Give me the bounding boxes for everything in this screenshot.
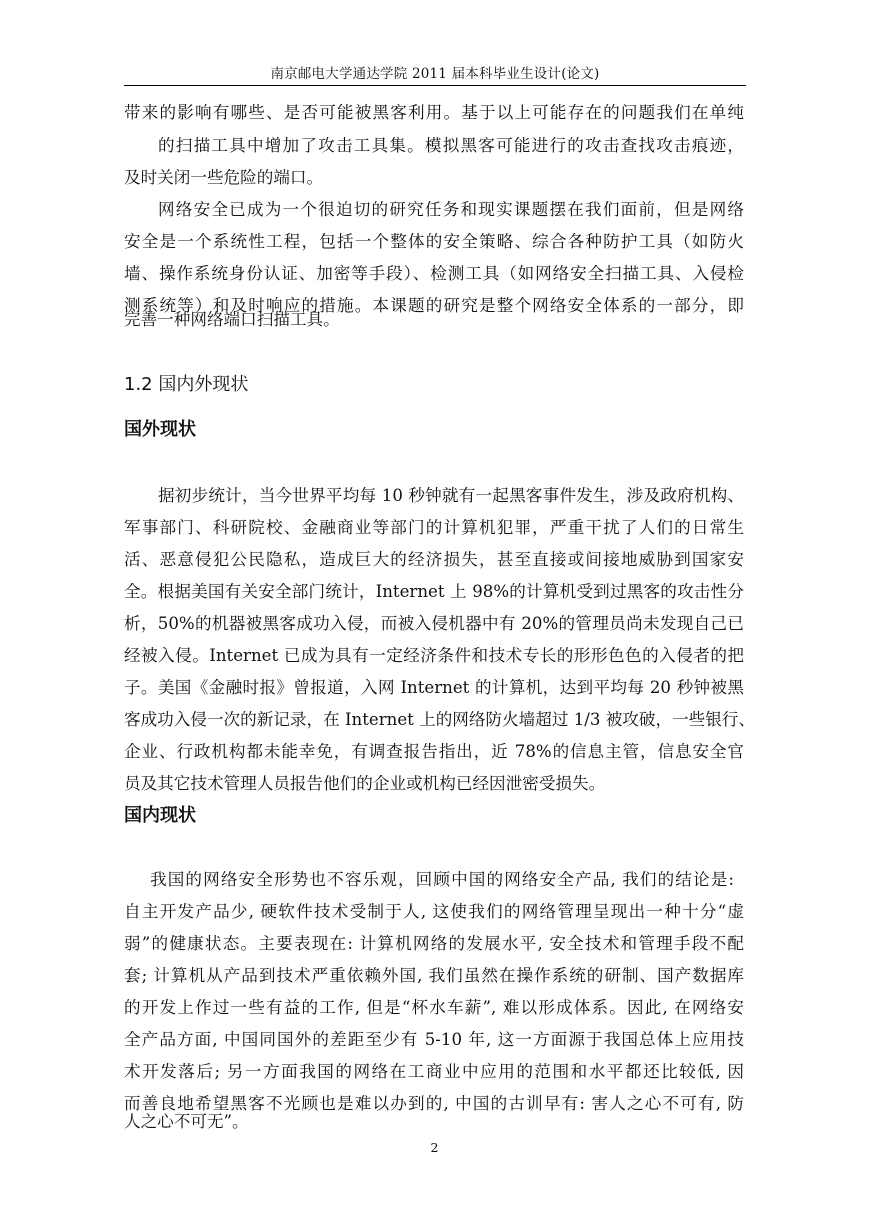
intro-line: 安全是一个系统性工程，包括一个整体的安全策略、综合各种防护工具（如防火 (124, 232, 744, 251)
domestic-line: 我国的网络安全形势也不容乐观，回顾中国的网络安全产品, 我们的结论是: (150, 870, 734, 889)
foreign-line: 客成功入侵一次的新记录，在 Internet 上的网络防火墙超过 1/3 被攻破，一些银行、 (124, 710, 756, 729)
foreign-line: 析，50%的机器被黑客成功入侵，而被入侵机器中有 20%的管理员尚未发现自己已 (124, 614, 744, 633)
domestic-line: 全产品方面, 中国同国外的差距至少有 5-10 年, 这一方面源于我国总体上应用技 (124, 1030, 744, 1049)
header-rule (124, 85, 746, 86)
foreign-line: 员及其它技术管理人员报告他们的企业或机构已经因泄密受损失。 (124, 774, 606, 793)
foreign-line: 活、恶意侵犯公民隐私，造成巨大的经济损失，甚至直接或间接地威胁到国家安 (124, 550, 744, 569)
header-title: 南京邮电大学通达学院 2011 届本科毕业生设计(论文) (270, 66, 600, 82)
intro-line: 完善一种网络端口扫描工具。 (124, 310, 340, 329)
domestic-line: 而善良地希望黑客不光顾也是难以办到的, 中国的古训早有: 害人之心不可有, 防 (124, 1094, 744, 1113)
intro-line: 网络安全已成为一个很迫切的研究任务和现实课题摆在我们面前，但是网络 (158, 200, 744, 219)
foreign-line: 全。根据美国有关安全部门统计，Internet 上 98%的计算机受到过黑客的攻击性分 (124, 582, 744, 601)
foreign-line: 企业、行政机构都未能幸免，有调查报告指出，近 78%的信息主管，信息安全官 (124, 742, 744, 761)
intro-line: 的扫描工具中增加了攻击工具集。模拟黑客可能进行的攻击查找攻击痕迹， (158, 136, 744, 155)
section-heading: 1.2 国内外现状 (124, 374, 249, 395)
domestic-line: 术开发落后; 另一方面我国的网络在工商业中应用的范围和水平都还比较低, 因 (124, 1062, 744, 1081)
page-number: 2 (430, 1140, 439, 1155)
foreign-line: 子。美国《金融时报》曾报道，入网 Internet 的计算机，达到平均每 20 秒钟被黑 (124, 678, 744, 697)
intro-line: 及时关闭一些危险的端口。 (124, 168, 324, 187)
intro-line: 带来的影响有哪些、是否可能被黑客利用。基于以上可能存在的问题我们在单纯 (124, 103, 744, 122)
domestic-line: 人之心不可无”。 (124, 1112, 249, 1131)
foreign-line: 经被入侵。Internet 已成为具有一定经济条件和技术专长的形形色色的入侵者的把 (124, 646, 744, 665)
subsection-heading-domestic: 国内现状 (124, 805, 196, 826)
subsection-heading-foreign: 国外现状 (124, 419, 196, 440)
domestic-line: 的开发上作过一些有益的工作, 但是“杯水车薪”, 难以形成体系。因此, 在网络安 (124, 998, 744, 1017)
intro-line: 测系统等）和及时响应的措施。本课题的研究是整个网络安全体系的一部分，即 (124, 296, 744, 315)
intro-line: 墙、操作系统身份认证、加密等手段）、检测工具（如网络安全扫描工具、入侵检 (124, 264, 744, 283)
domestic-line: 套; 计算机从产品到技术严重依赖外国, 我们虽然在操作系统的研制、国产数据库 (124, 966, 744, 985)
foreign-line: 据初步统计，当今世界平均每 10 秒钟就有一起黑客事件发生，涉及政府机构、 (158, 486, 744, 505)
domestic-line: 自主开发产品少, 硬软件技术受制于人, 这使我们的网络管理呈现出一种十分“虚 (124, 902, 744, 921)
domestic-line: 弱”的健康状态。主要表现在: 计算机网络的发展水平, 安全技术和管理手段不配 (124, 934, 744, 953)
foreign-line: 军事部门、科研院校、金融商业等部门的计算机犯罪，严重干扰了人们的日常生 (124, 518, 744, 537)
